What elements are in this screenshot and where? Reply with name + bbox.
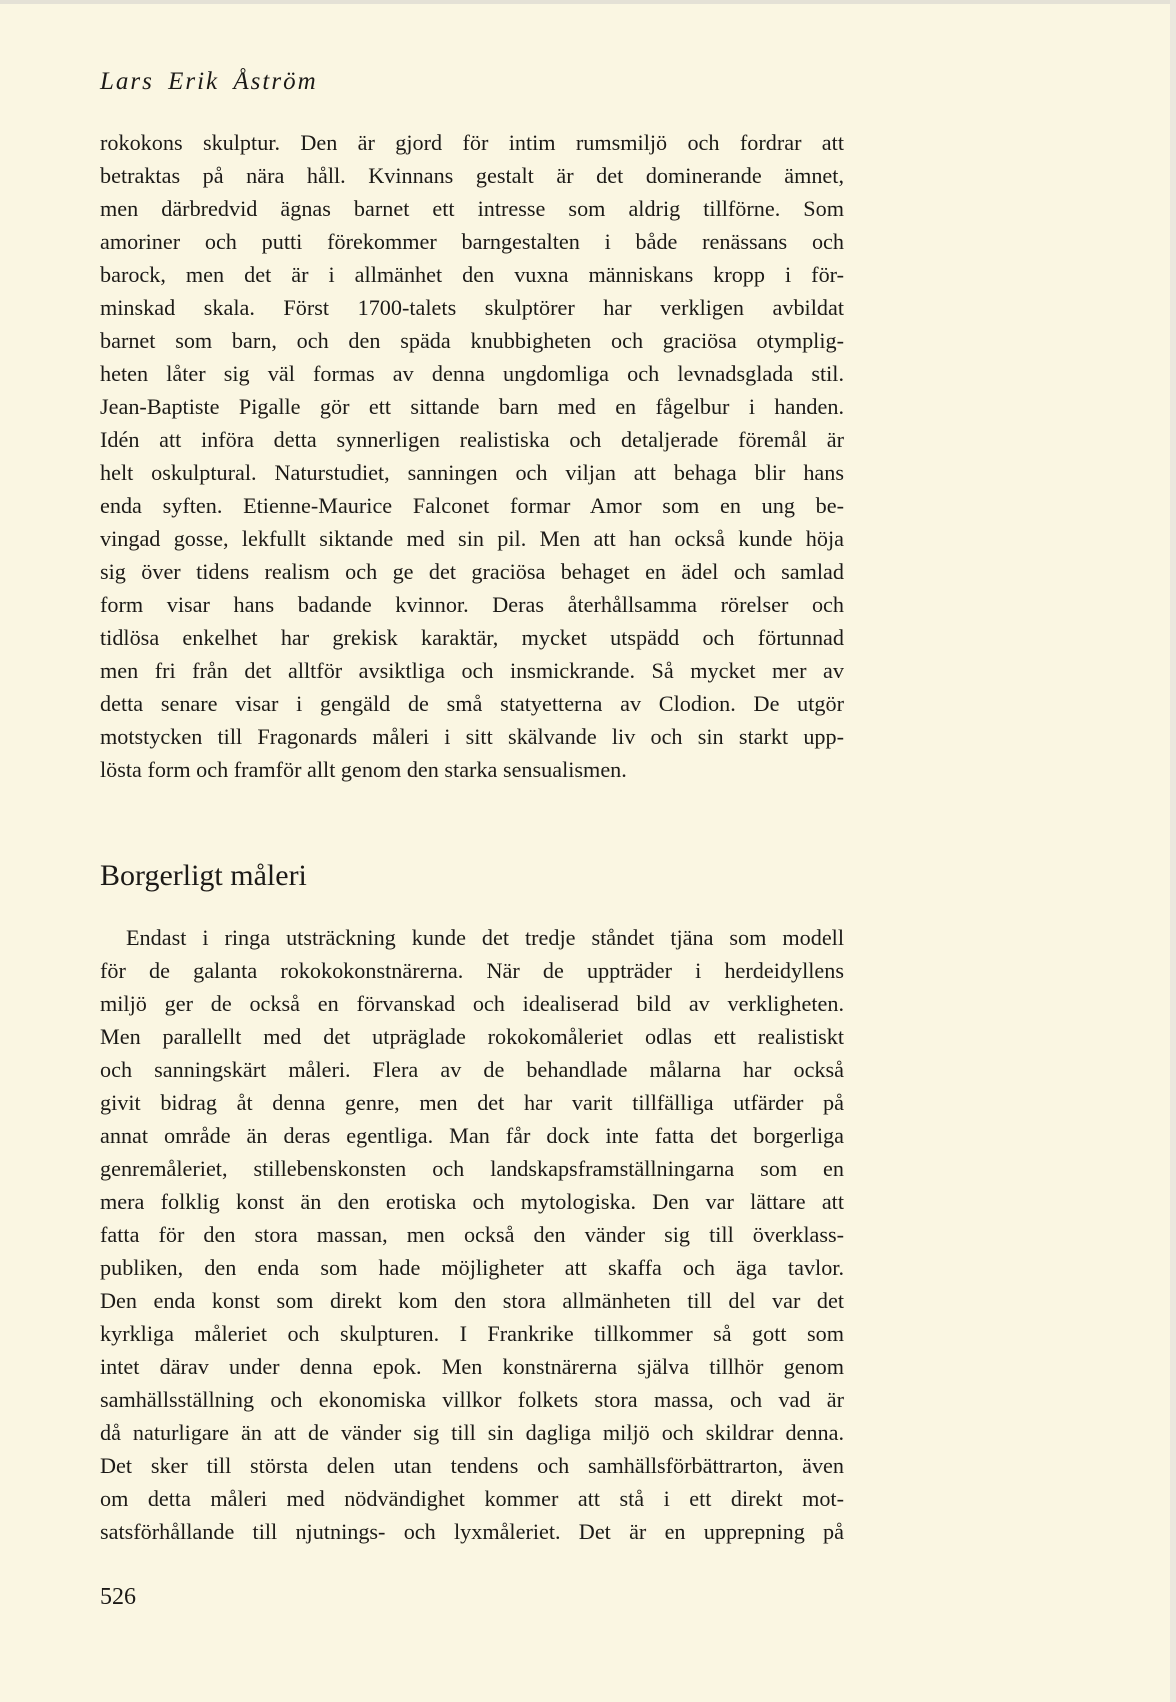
- text-line: Men parallellt med det utpräglade rokokomåleriet odlas ett realistiskt: [100, 1024, 844, 1049]
- text-line: och sanningskärt måleri. Flera av de behandlade målarna har också: [100, 1057, 844, 1082]
- text-line: genremåleriet, stillebenskonsten och landskapsframställningarna som en: [100, 1156, 844, 1181]
- text-line: Den enda konst som direkt kom den stora allmänheten till del var det: [100, 1288, 844, 1313]
- text-line: för de galanta rokokokonstnärerna. När de uppträder i herdeidyllens: [100, 958, 844, 983]
- running-head: Lars Erik Åström: [100, 68, 318, 95]
- paragraph-rokoko-sculpture: [100, 126, 844, 786]
- text-line: Endast i ringa utsträckning kunde det tredje ståndet tjäna som modell: [126, 925, 844, 950]
- text-line: helt oskulptural. Naturstudiet, sanningen och viljan att behaga blir hans: [100, 460, 844, 485]
- text-line: minskad skala. Först 1700-talets skulptörer har verkligen avbildat: [100, 295, 844, 320]
- text-line: barnet som barn, och den späda knubbigheten och graciösa otymplig-: [100, 328, 844, 353]
- text-line: enda syften. Etienne-Maurice Falconet formar Amor som en ung be-: [100, 493, 844, 518]
- text-line: barock, men det är i allmänhet den vuxna människans kropp i för-: [100, 262, 844, 287]
- text-line: lösta form och framför allt genom den starka sensualismen.: [100, 757, 627, 782]
- text-line: satsförhållande till njutnings- och lyxmåleriet. Det är en upprepning på: [100, 1519, 844, 1544]
- text-line: sig över tidens realism och ge det graciösa behaget en ädel och samlad: [100, 559, 844, 584]
- text-line: vingad gosse, lekfullt siktande med sin pil. Men att han också kunde höja: [100, 526, 844, 551]
- paragraph-borgerligt-maleri: [100, 921, 844, 1548]
- text-line: rokokons skulptur. Den är gjord för intim rumsmiljö och fordrar att: [100, 130, 844, 155]
- text-line: amoriner och putti förekommer barngestalten i både renässans och: [100, 229, 844, 254]
- text-line: Idén att införa detta synnerligen realistiska och detaljerade föremål är: [100, 427, 844, 452]
- page-top-edge: [0, 0, 1176, 4]
- page-number: 526: [100, 1584, 136, 1610]
- text-line: mera folklig konst än den erotiska och mytologiska. Den var lättare att: [100, 1189, 844, 1214]
- text-line: betraktas på nära håll. Kvinnans gestalt är det dominerande ämnet,: [100, 163, 844, 188]
- text-line: men fri från det alltför avsiktliga och insmickrande. Så mycket mer av: [100, 658, 844, 683]
- text-line: samhällsställning och ekonomiska villkor folkets stora massa, och vad är: [100, 1387, 844, 1412]
- page-right-edge: [1170, 0, 1176, 1702]
- section-heading: Borgerligt måleri: [100, 859, 307, 892]
- text-line: Det sker till största delen utan tendens och samhällsförbättrarton, även: [100, 1453, 844, 1478]
- text-line: heten låter sig väl formas av denna ungdomliga och levnadsglada stil.: [100, 361, 844, 386]
- text-line: detta senare visar i gengäld de små statyetterna av Clodion. De utgör: [100, 691, 844, 716]
- text-line: form visar hans badande kvinnor. Deras återhållsamma rörelser och: [100, 592, 844, 617]
- text-line: om detta måleri med nödvändighet kommer att stå i ett direkt mot-: [100, 1486, 844, 1511]
- text-line: motstycken till Fragonards måleri i sitt skälvande liv och sin starkt upp-: [100, 724, 844, 749]
- text-line: Jean-Baptiste Pigalle gör ett sittande barn med en fågelbur i handen.: [100, 394, 844, 419]
- text-line: publiken, den enda som hade möjligheter att skaffa och äga tavlor.: [100, 1255, 844, 1280]
- text-line: annat område än deras egentliga. Man får dock inte fatta det borgerliga: [100, 1123, 844, 1148]
- text-line: då naturligare än att de vänder sig till sin dagliga miljö och skildrar denna.: [100, 1420, 844, 1445]
- text-line: tidlösa enkelhet har grekisk karaktär, mycket utspädd och förtunnad: [100, 625, 844, 650]
- text-line: kyrkliga måleriet och skulpturen. I Frankrike tillkommer så gott som: [100, 1321, 844, 1346]
- text-line: fatta för den stora massan, men också den vänder sig till överklass-: [100, 1222, 844, 1247]
- text-line: men därbredvid ägnas barnet ett intresse som aldrig tillförne. Som: [100, 196, 844, 221]
- text-line: intet därav under denna epok. Men konstnärerna själva tillhör genom: [100, 1354, 844, 1379]
- text-line: miljö ger de också en förvanskad och idealiserad bild av verkligheten.: [100, 991, 844, 1016]
- text-line: givit bidrag åt denna genre, men det har varit tillfälliga utfärder på: [100, 1090, 844, 1115]
